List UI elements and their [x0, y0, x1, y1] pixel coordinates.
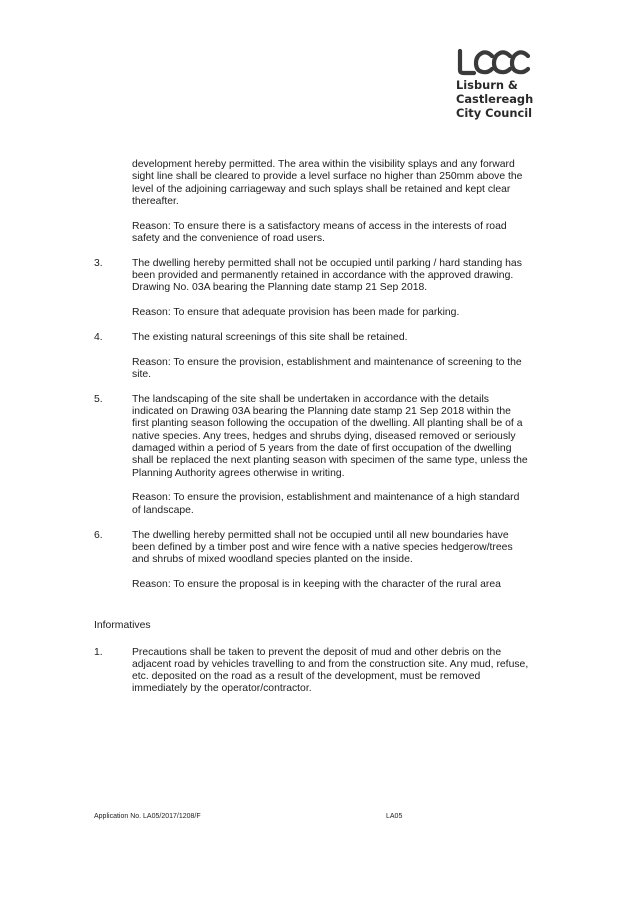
informative-number: 1. — [94, 646, 103, 658]
condition-4 — [94, 332, 530, 381]
office-code: LA05 — [386, 813, 403, 820]
condition-5 — [94, 394, 530, 517]
condition-reason: Reason: To ensure the provision, establishment and maintenance of screening to the site. — [132, 356, 522, 381]
condition-reason: Reason: To ensure the provision, establishment and maintenance of a high standard of landscape. — [132, 492, 520, 516]
condition-text: The dwelling hereby permitted shall not be occupied until all new boundaries have been defined by a timber post and wire fence with a native species hedgerow/trees and shrubs of mixed woodland species planted on the inside. — [132, 529, 513, 566]
document-body — [94, 159, 530, 696]
condition-reason: Reason: To ensure that adequate provision has been made for parking. — [132, 307, 460, 319]
continuation-text: development hereby permitted. The area within the visibility splays and any forward sight line shall be cleared to provide a level surface no higher than 250mm above the level of the adjoining carriageway and such splays shall be retained and kept clear thereafter. — [132, 159, 523, 207]
condition-number: 6. — [94, 529, 103, 541]
condition-number: 5. — [94, 393, 103, 405]
condition-3 — [94, 258, 530, 320]
condition-reason: Reason: To ensure the proposal is in keeping with the character of the rural area — [132, 578, 501, 590]
continuation-reason: Reason: To ensure there is a satisfactory means of access in the interests of road safety and the convenience of road users. — [132, 220, 507, 244]
condition-6 — [94, 530, 530, 592]
condition-text: The dwelling hereby permitted shall not be occupied until parking / hard standing has been provided and permanently retained in accordance with the approved drawing. Drawing No. 03A bearing the Planning date stamp 21 Sep 2018. — [132, 257, 522, 294]
council-name: Lisburn & Castlereagh City Council — [456, 78, 534, 120]
application-number: Application No. LA05/2017/1208/F — [94, 813, 201, 820]
condition-text: The landscaping of the site shall be undertaken in accordance with the details indicated on Drawing 03A bearing the Planning date stamp 21 Sep 2018 within the first planting season following the occupation of the dwelling. All planting shall be of a native species. Any trees, hedges and shrubs dying, diseased removed or seriously damaged within a period of 5 years from the date of first occupation of the dwelling shall be replaced the next planting season with specimen of the same type, unless the Planning Authority agrees otherwise in writing. — [132, 393, 528, 479]
informative-1 — [94, 647, 530, 696]
council-logo — [456, 48, 576, 120]
condition-number: 3. — [94, 257, 103, 269]
condition-text: The existing natural screenings of this site shall be retained. — [132, 331, 408, 343]
informatives-heading: Informatives — [94, 620, 151, 632]
continuation-block — [94, 159, 530, 245]
condition-number: 4. — [94, 331, 103, 343]
lccc-logo-icon — [456, 48, 536, 76]
informative-text: Precautions shall be taken to prevent the deposit of mud and other debris on the adjacent road by vehicles travelling to and from the construction site. Any mud, refuse, etc. deposited on the road as a result of the development, must be removed immediately by the operator/contractor. — [132, 646, 529, 695]
